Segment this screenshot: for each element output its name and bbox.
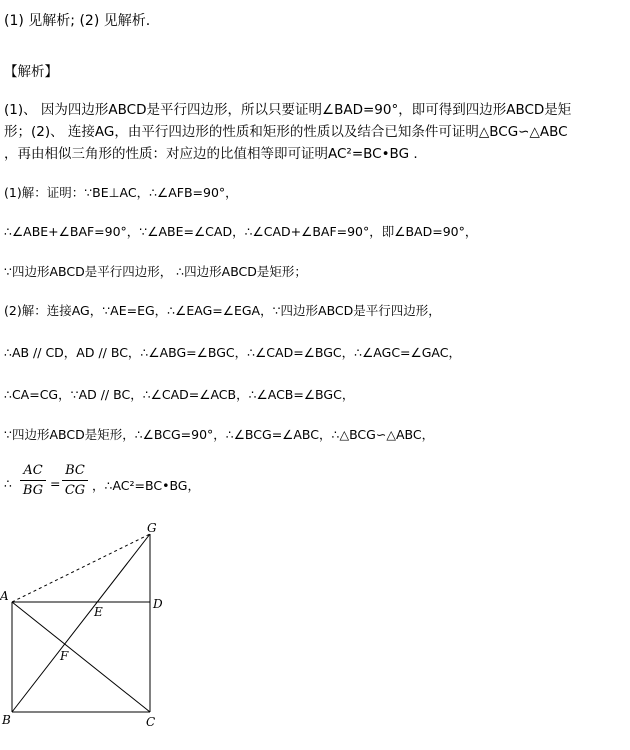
analysis-line-1: (1)、 因为四边形ABCD是平行四边形，所以只要证明∠BAD=90°，即可得到四边形ABCD是矩 <box>4 102 572 118</box>
fraction-denominator: BG <box>22 483 44 498</box>
fraction-numerator: AC <box>23 463 43 478</box>
analysis-line-2: 形；(2)、 连接AG，由平行四边形的性质和矩形的性质以及结合已知条件可证明△BCG∽△ABC <box>4 124 568 140</box>
segment-ag-dashed <box>12 534 150 602</box>
final-suffix: ，∴AC²=BC•BG， <box>92 478 200 493</box>
proof-line-1: (1)解：证明：∵BE⊥AC，∴∠AFB=90°， <box>4 185 238 200</box>
label-b: B <box>2 713 11 727</box>
analysis-heading: 【解析】 <box>4 64 58 80</box>
label-a: A <box>0 589 9 603</box>
fraction-denominator: CG <box>64 483 86 498</box>
proof-line-3: ∵四边形ABCD是平行四边形， ∴四边形ABCD是矩形； <box>4 264 307 279</box>
proof-line-4: (2)解：连接AG，∵AE=EG，∴∠EAG=∠EGA，∵四边形ABCD是平行四边形， <box>4 303 441 318</box>
fraction-numerator: BC <box>65 463 85 478</box>
label-g: G <box>147 521 157 535</box>
segment-ac <box>12 602 150 712</box>
segment-bg <box>12 534 150 712</box>
label-c: C <box>146 715 156 729</box>
final-equals: = <box>50 476 61 491</box>
analysis-line-3: ，再由相似三角形的性质：对应边的比值相等即可证明AC²=BC•BG . <box>4 146 418 162</box>
final-prefix: ∴ <box>4 476 12 491</box>
label-e: E <box>94 605 103 619</box>
label-d: D <box>153 597 163 611</box>
proof-line-7: ∵四边形ABCD是矩形，∴∠BCG=90°，∴∠BCG=∠ABC，∴△BCG∽△ABC， <box>4 427 435 442</box>
proof-line-2: ∴∠ABE+∠BAF=90°，∵∠ABE=∠CAD，∴∠CAD+∠BAF=90°，即∠BAD=90°， <box>4 224 478 239</box>
proof-line-6: ∴CA=CG，∵AD // BC，∴∠CAD=∠ACB，∴∠ACB=∠BGC， <box>4 387 355 402</box>
proof-line-5: ∴AB // CD，AD // BC，∴∠ABG=∠BGC，∴∠CAD=∠BGC，∴∠AGC=∠GAC， <box>4 345 461 360</box>
answer-line: (1) 见解析; (2) 见解析. <box>4 13 151 29</box>
label-f: F <box>60 649 69 663</box>
